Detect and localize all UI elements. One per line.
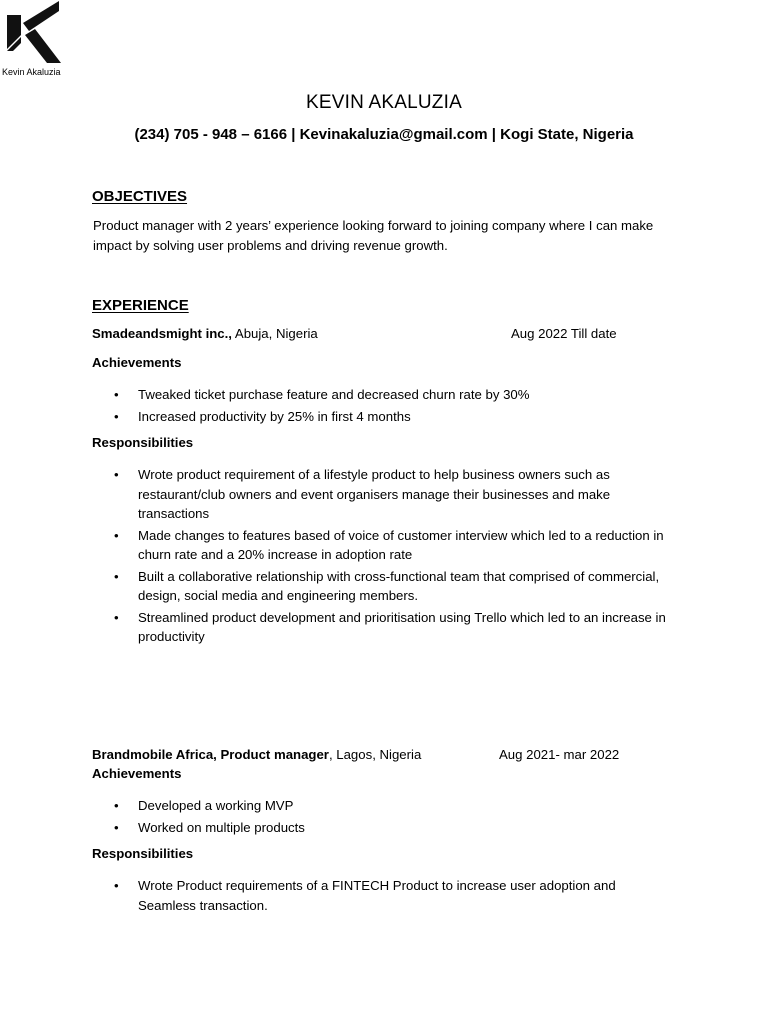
objectives-text: Product manager with 2 years’ experience looking forward to joining company where I can make impact by solving user problems and driving revenue growth. xyxy=(93,218,654,253)
list-item: • Tweaked ticket purchase feature and decreased churn rate by 30% xyxy=(112,385,672,405)
list-item: • Developed a working MVP xyxy=(112,796,672,816)
job-location: Abuja, Nigeria xyxy=(231,326,318,341)
job-company: Smadeandsmight inc., xyxy=(92,326,232,341)
list-item: • Made changes to features based of voice of customer interview which led to a reduction in churn rate and a 20% increase in adoption rate xyxy=(112,526,672,565)
list-item: • Worked on multiple products xyxy=(112,818,672,838)
objectives-heading: OBJECTIVES xyxy=(92,188,188,205)
list-item: • Wrote Product requirements of a FINTECH Product to increase user adoption and Seamless transaction. xyxy=(112,876,672,915)
logo-text: Kevin Akaluzia xyxy=(2,67,61,77)
list-item: • Increased productivity by 25% in first 4 months xyxy=(112,407,672,427)
job-location: , Lagos, Nigeria xyxy=(328,747,422,762)
list-item: • Streamlined product development and prioritisation using Trello which led to an increase in productivity xyxy=(112,608,672,647)
responsibilities-label: Responsibilities xyxy=(92,846,194,861)
responsibilities-list xyxy=(112,465,672,649)
list-item: • Built a collaborative relationship with cross-functional team that comprised of commercial, design, social media and engineering members. xyxy=(112,567,672,606)
achievements-label: Achievements xyxy=(92,766,182,781)
job-header xyxy=(92,326,672,341)
job-date: Aug 2022 Till date xyxy=(511,326,617,341)
responsibilities-list xyxy=(112,876,672,917)
achievements-list xyxy=(112,385,672,428)
job-company: Brandmobile Africa, Product manager xyxy=(92,747,329,762)
experience-heading: EXPERIENCE xyxy=(92,297,189,314)
job-date: Aug 2021- mar 2022 xyxy=(499,747,620,762)
k-logo-icon xyxy=(7,1,63,63)
job-header xyxy=(92,747,672,762)
responsibilities-label: Responsibilities xyxy=(92,435,194,450)
contact-line: (234) 705 - 948 – 6166 | Kevinakaluzia@gmail.com | Kogi State, Nigeria xyxy=(134,126,634,143)
achievements-list xyxy=(112,796,672,839)
achievements-label: Achievements xyxy=(92,355,182,370)
candidate-name: KEVIN AKALUZIA xyxy=(306,92,462,113)
logo xyxy=(2,0,72,82)
list-item: • Wrote product requirement of a lifestyle product to help business owners such as restaurant/club owners and event organisers manage their businesses and make transactions xyxy=(112,465,672,524)
